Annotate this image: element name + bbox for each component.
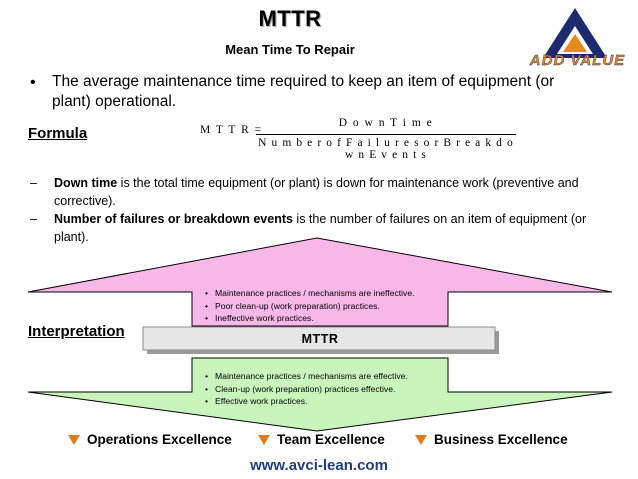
- definition-term: Number of failures or breakdown events: [54, 212, 293, 226]
- excellence-label: Business Excellence: [434, 432, 568, 447]
- list-item: • Maintenance practices / mechanisms are ineffective.: [205, 287, 415, 300]
- interpretation-label: Interpretation: [28, 323, 125, 340]
- definition-text: [54, 210, 614, 246]
- excellence-label: Operations Excellence: [87, 432, 232, 447]
- definition-body: is the number of failures on an item of equipment (or plant).: [54, 212, 587, 244]
- down-triangle-icon: [258, 435, 270, 445]
- definition-dash: –: [30, 176, 37, 190]
- page-title: MTTR: [258, 6, 322, 31]
- definition-dash: –: [30, 212, 37, 226]
- operations-excellence: [68, 432, 232, 447]
- definition-body: is the total time equipment (or plant) is down for maintenance work (preventive and corrective).: [54, 176, 579, 208]
- business-excellence: [415, 432, 568, 447]
- fraction-line: [256, 134, 516, 135]
- list-item: • Poor clean-up (work preparation) practices.: [205, 300, 415, 313]
- excellence-label: Team Excellence: [277, 432, 385, 447]
- team-excellence: [258, 432, 385, 447]
- definition-term: Down time: [54, 176, 118, 190]
- list-item: • Clean-up (work preparation) practices effective.: [205, 383, 408, 396]
- formula-lhs: M T T R =: [200, 124, 263, 136]
- formula-numerator: D o w n T i m e: [338, 117, 434, 129]
- mttr-box-label: MTTR: [301, 332, 339, 346]
- formula-label: Formula: [28, 125, 88, 142]
- formula-denominator: N u m b e r o f F a i l u r e s o r B r e a k d o w n E v e n t s: [258, 137, 514, 161]
- bullet-marker: •: [30, 74, 36, 91]
- logo-text: ADD VALUE: [529, 52, 626, 69]
- list-item: • Effective work practices.: [205, 395, 408, 408]
- list-item: • Maintenance practices / mechanisms are effective.: [205, 370, 408, 383]
- definition-failures: [30, 210, 610, 246]
- intro-text: The average maintenance time required to keep an item of equipment (or plant) operational.: [52, 73, 555, 110]
- definition-down-time: [30, 174, 610, 210]
- ineffective-list: [205, 287, 415, 325]
- down-triangle-icon: [415, 435, 427, 445]
- footer-url[interactable]: www.avci-lean.com: [250, 457, 388, 474]
- page-subtitle: Mean Time To Repair: [225, 42, 355, 57]
- effective-list: [205, 370, 408, 408]
- definition-text: [54, 174, 614, 210]
- down-triangle-icon: [68, 435, 80, 445]
- list-item: • Ineffective work practices.: [205, 312, 415, 325]
